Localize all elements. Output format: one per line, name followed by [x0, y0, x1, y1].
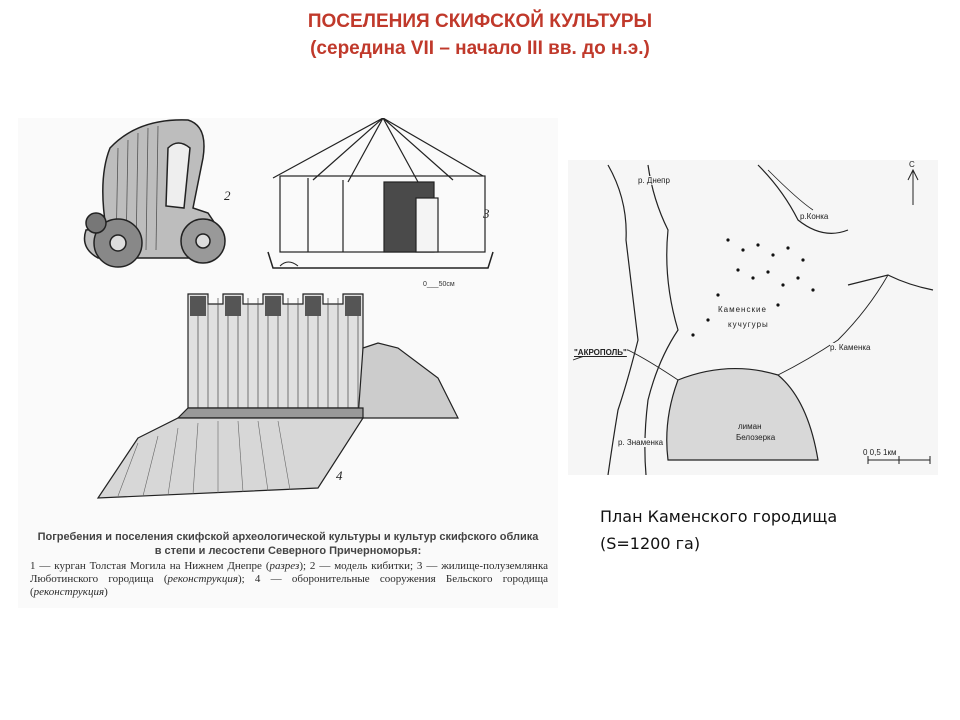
slide-title — [0, 8, 960, 62]
label-akropol: "АКРОПОЛЬ" — [574, 348, 627, 357]
dwelling-drawing — [268, 118, 493, 268]
fortification-drawing — [98, 294, 458, 498]
label-kamenka: р. Каменка — [830, 343, 871, 352]
label-konka: р.Конка — [800, 212, 829, 221]
label-liman-2: Белозерка — [736, 433, 776, 442]
kamensk-settlement-map — [568, 160, 938, 475]
plan-caption-line-2: (S=1200 га) — [600, 534, 701, 553]
caption-part-4: ) — [104, 586, 108, 598]
plan-caption — [600, 503, 930, 557]
plan-caption-line-1: План Каменского городища — [600, 507, 838, 526]
figure-number-2: 2 — [224, 188, 231, 203]
konka-river-line — [758, 165, 848, 233]
label-kuchugury-1: Каменские — [718, 305, 767, 314]
scythian-drawings-scan — [18, 118, 558, 608]
label-north: С — [909, 160, 915, 169]
caption-body — [18, 558, 558, 599]
title-line-1: ПОСЕЛЕНИЯ СКИФСКОЙ КУЛЬТУРЫ — [307, 11, 653, 32]
figure-number-3: 3 — [483, 206, 490, 221]
label-znamenka: р. Знаменка — [618, 438, 664, 447]
title-line-2: (середина VII – начало III вв. до н.э.) — [310, 38, 650, 59]
caption-italic-1: разрез — [269, 560, 300, 572]
wagon-model-drawing — [85, 120, 226, 267]
label-liman-1: лиман — [738, 422, 762, 431]
lake-area — [667, 369, 818, 460]
caption-italic-3: реконструкция — [33, 586, 105, 598]
dnepr-river-line — [608, 165, 638, 475]
caption-part-1: 1 — курган Толстая Могила на Нижнем Днепре ( — [30, 560, 270, 572]
archaeology-drawings — [18, 118, 558, 528]
caption-italic-2: реконструкция — [167, 573, 238, 585]
caption-part-2: ); 2 — модель кибитки; 3 — жилище-полуземлянка Люботинского городища ( — [30, 560, 548, 585]
caption-heading: Погребения и поселения скифской археологической культуры и культур скифского облика в степи и лесостепи Северного Причерноморья: — [37, 531, 539, 557]
label-kuchugury-2: кучугуры — [728, 320, 769, 329]
figure-number-4: 4 — [336, 468, 343, 483]
scale-bar-label: 0___50см — [423, 281, 455, 288]
scale-and-north — [868, 170, 930, 464]
label-dnepr: р. Днепр — [638, 176, 670, 185]
label-scale: 0 0,5 1км — [863, 448, 897, 457]
caption-part-3: ); 4 — оборонительные сооружения Бельского городища ( — [30, 573, 548, 598]
figure-caption — [18, 530, 558, 599]
